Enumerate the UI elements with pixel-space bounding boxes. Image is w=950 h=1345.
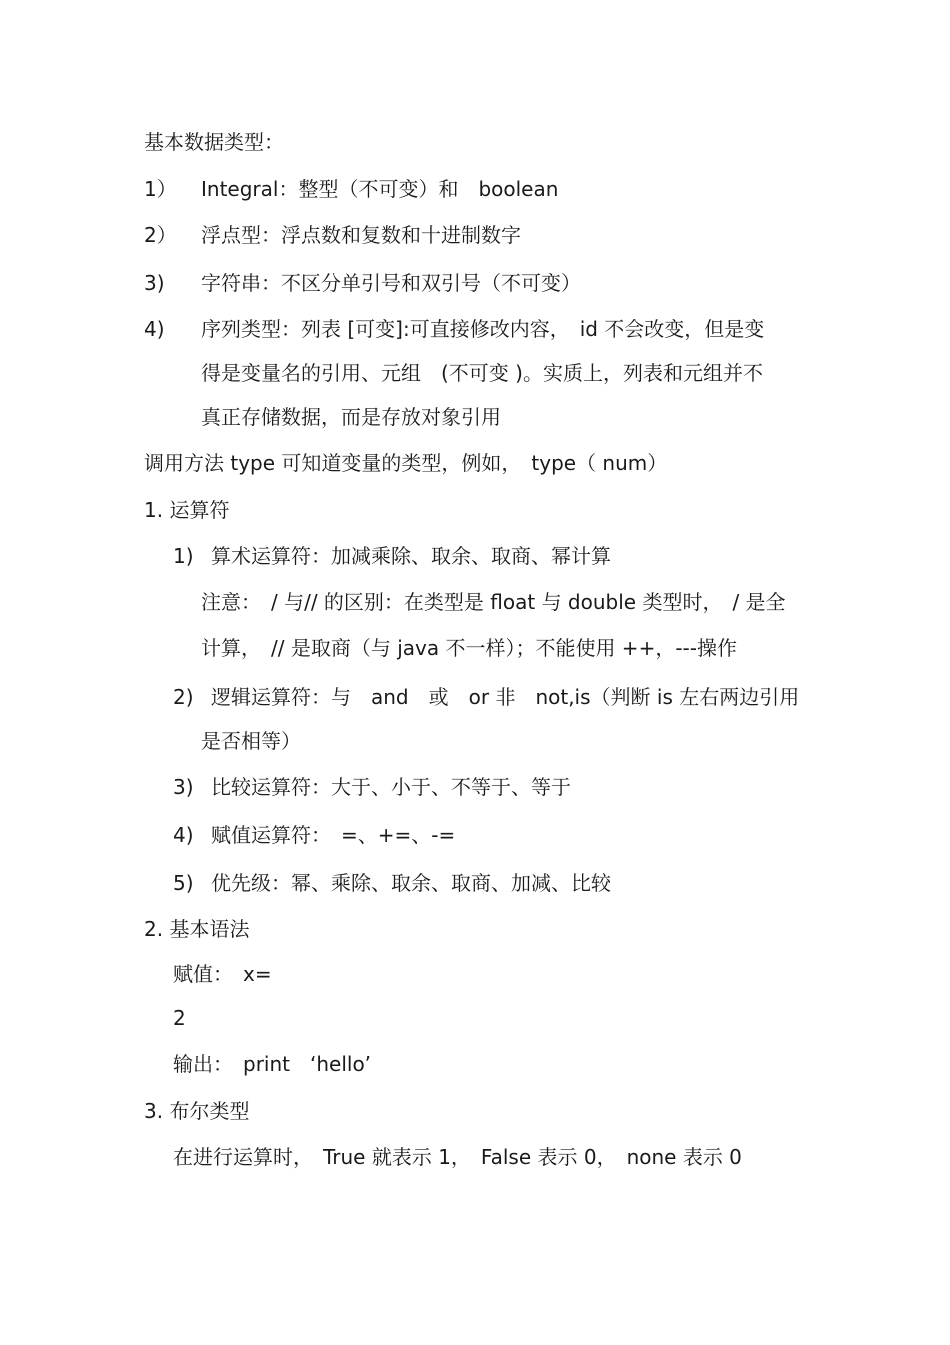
section-heading-basic-syntax: 2. 基本语法 (144, 917, 250, 941)
list-item-text: 序列类型：列表 [可变]:可直接修改内容， id 不会改变，但是变 (201, 317, 765, 341)
note-text: 计算， // 是取商（与 java 不一样）；不能使用 ++，---操作 (201, 636, 737, 660)
note-text: 注意： / 与// 的区别：在类型是 float 与 double 类型时， / 是全 (201, 590, 786, 614)
list-item-number: 1) (173, 544, 194, 568)
list-item-text: 比较运算符：大于、小于、不等于、等于 (211, 775, 571, 799)
list-item-number: 5) (173, 871, 194, 895)
syntax-line: 赋值： x= (173, 962, 272, 986)
list-item-number: 3) (144, 271, 165, 295)
list-item-text: 浮点型：浮点数和复数和十进制数字 (201, 223, 521, 247)
list-item-text: 算术运算符：加减乘除、取余、取商、幂计算 (211, 544, 611, 568)
list-item-number: 2) (173, 685, 194, 709)
note-text: 是否相等） (201, 729, 301, 753)
list-item-text-continued: 得是变量名的引用、元组 (不可变 )。实质上，列表和元组并不 (201, 361, 763, 385)
list-item-number: 4) (173, 823, 194, 847)
type-call-paragraph: 调用方法 type 可知道变量的类型，例如， type（ num） (144, 451, 668, 475)
section-heading-boolean: 3. 布尔类型 (144, 1099, 250, 1123)
list-item-text: 赋值运算符： =、+=、-= (211, 823, 456, 847)
syntax-line: 输出： print ‘hello’ (173, 1052, 372, 1076)
list-item-text: Integral：整型（不可变）和 boolean (201, 177, 559, 201)
list-item-text: 优先级：幂、乘除、取余、取商、加减、比较 (211, 871, 611, 895)
doc-title: 基本数据类型： (144, 130, 284, 154)
list-item-text: 字符串：不区分单引号和双引号（不可变） (201, 271, 581, 295)
list-item-text-continued: 真正存储数据，而是存放对象引用 (201, 405, 501, 429)
section-heading-operators: 1. 运算符 (144, 498, 230, 522)
boolean-line: 在进行运算时， True 就表示 1， False 表示 0， none 表示 0 (173, 1145, 742, 1169)
list-item-number: 3) (173, 775, 194, 799)
list-item-number: 2） (144, 223, 177, 247)
syntax-line: 2 (173, 1006, 186, 1030)
list-item-number: 4) (144, 317, 165, 341)
list-item-number: 1） (144, 177, 177, 201)
list-item-text: 逻辑运算符：与 and 或 or 非 not,is（判断 is 左右两边引用 (211, 685, 800, 709)
